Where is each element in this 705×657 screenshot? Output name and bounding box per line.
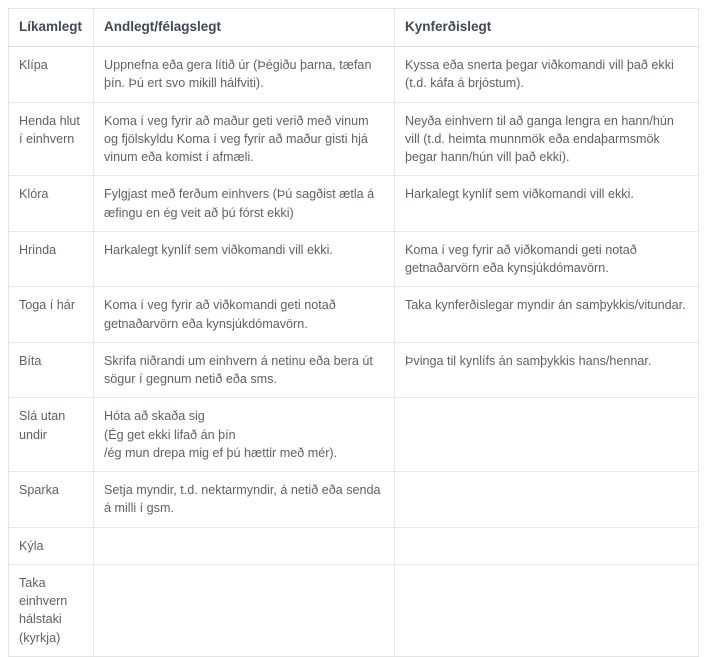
- column-header-likamlegt: Líkamlegt: [9, 9, 94, 47]
- cell-andlegt: [94, 102, 395, 176]
- table-row: [9, 47, 699, 103]
- cell-category-likamlegt: [9, 342, 94, 398]
- cell-text: Bíta: [19, 353, 42, 368]
- cell-kynferdislegt: [395, 398, 699, 472]
- table-row: [9, 287, 699, 343]
- cell-text: Kýla: [19, 538, 44, 553]
- column-header-kynferdislegt: Kynferðislegt: [395, 9, 699, 47]
- cell-text: Uppnefna eða gera lítið úr (Þégiðu þarna, tæfan þín. Þú ert svo mikill hálfviti).: [104, 58, 372, 91]
- cell-text: Kyssa eða snerta þegar viðkomandi vill það ekki (t.d. káfa á brjóstum).: [405, 58, 674, 91]
- cell-kynferdislegt: [395, 342, 699, 398]
- cell-kynferdislegt: [395, 231, 699, 287]
- cell-kynferdislegt: [395, 287, 699, 343]
- table-row: [9, 564, 699, 656]
- cell-andlegt: [94, 176, 395, 232]
- cell-category-likamlegt: [9, 472, 94, 528]
- empty-cell: [405, 537, 689, 538]
- cell-text: Skrifa niðrandi um einhvern á netinu eða bera út sögur í gegnum netið eða sms.: [104, 353, 373, 387]
- cell-category-likamlegt: [9, 231, 94, 287]
- table-row: [9, 342, 699, 398]
- empty-cell: [104, 574, 385, 575]
- cell-text: Harkalegt kynlíf sem viðkomandi vill ekki.: [405, 187, 634, 202]
- cell-text: Fylgjast með ferðum einhvers (Þú sagðist ætla á æfingu en ég veit að þú fórst ekki): [104, 187, 375, 220]
- cell-andlegt: [94, 287, 395, 343]
- cell-text: Taka kynferðislegar myndir án samþykkis/vitundar.: [405, 298, 686, 313]
- table-row: [9, 398, 699, 472]
- cell-andlegt: [94, 527, 395, 564]
- cell-category-likamlegt: [9, 287, 94, 343]
- cell-text: Neyða einhvern til að ganga lengra en hann/hún vill (t.d. heimta munnmök eða endaþarmsmök þegar hann/hún vill það ekki).: [405, 113, 674, 165]
- cell-andlegt: [94, 398, 395, 472]
- cell-text: Hrinda: [19, 242, 57, 257]
- cell-kynferdislegt: [395, 564, 699, 656]
- cell-text: Hóta að skaða sig: [104, 409, 205, 424]
- cell-kynferdislegt: [395, 527, 699, 564]
- cell-kynferdislegt: [395, 47, 699, 103]
- cell-text: Harkalegt kynlíf sem viðkomandi vill ekki.: [104, 242, 333, 257]
- table-header-row: [9, 9, 699, 47]
- cell-category-likamlegt: [9, 564, 94, 656]
- cell-text: Koma í veg fyrir að maður geti verið með vinum og fjölskyldu Koma í veg fyrir að maður gisti hjá vinum eða komist í afmæli.: [104, 113, 369, 165]
- table-header: [9, 9, 699, 47]
- cell-andlegt: [94, 342, 395, 398]
- cell-text: Slá utan undir: [19, 409, 66, 442]
- column-header-andlegt: Andlegt/félagslegt: [94, 9, 395, 47]
- empty-cell: [405, 574, 689, 575]
- table-row: [9, 231, 699, 287]
- table-body: [9, 47, 699, 657]
- cell-kynferdislegt: [395, 176, 699, 232]
- cell-andlegt: [94, 231, 395, 287]
- cell-text: Toga í hár: [19, 298, 76, 313]
- cell-text: Klípa: [19, 58, 48, 73]
- table-row: [9, 527, 699, 564]
- empty-cell: [405, 481, 689, 482]
- cell-kynferdislegt: [395, 472, 699, 528]
- cell-category-likamlegt: [9, 176, 94, 232]
- cell-text: Sparka: [19, 483, 59, 498]
- cell-kynferdislegt: [395, 102, 699, 176]
- cell-text: Setja myndir, t.d. nektarmyndir, á netið eða senda á milli í gsm.: [104, 483, 381, 516]
- cell-text: Klóra: [19, 187, 49, 202]
- table-row: [9, 176, 699, 232]
- cell-category-likamlegt: [9, 527, 94, 564]
- empty-cell: [104, 537, 385, 538]
- cell-category-likamlegt: [9, 102, 94, 176]
- cell-text: Taka einhvern hálstaki (kyrkja): [19, 575, 68, 645]
- cell-category-likamlegt: [9, 47, 94, 103]
- table-row: [9, 102, 699, 176]
- cell-text: (Ég get ekki lifað án þín: [104, 427, 236, 442]
- cell-text: Koma í veg fyrir að viðkomandi geti notað getnaðarvörn eða kynsjúkdómavörn.: [104, 298, 336, 331]
- cell-andlegt: [94, 564, 395, 656]
- cell-text: Þvinga til kynlífs án samþykkis hans/hennar.: [405, 353, 652, 368]
- cell-andlegt: [94, 47, 395, 103]
- cell-text: Koma í veg fyrir að viðkomandi geti notað getnaðarvörn eða kynsjúkdómavörn.: [405, 242, 637, 276]
- cell-text: /ég mun drepa mig ef þú hættir með mér).: [104, 445, 338, 460]
- cell-category-likamlegt: [9, 398, 94, 472]
- violence-types-table: [8, 8, 699, 657]
- cell-text: Henda hlut í einhvern: [19, 113, 80, 146]
- empty-cell: [405, 407, 689, 408]
- table-row: [9, 472, 699, 528]
- cell-andlegt: [94, 472, 395, 528]
